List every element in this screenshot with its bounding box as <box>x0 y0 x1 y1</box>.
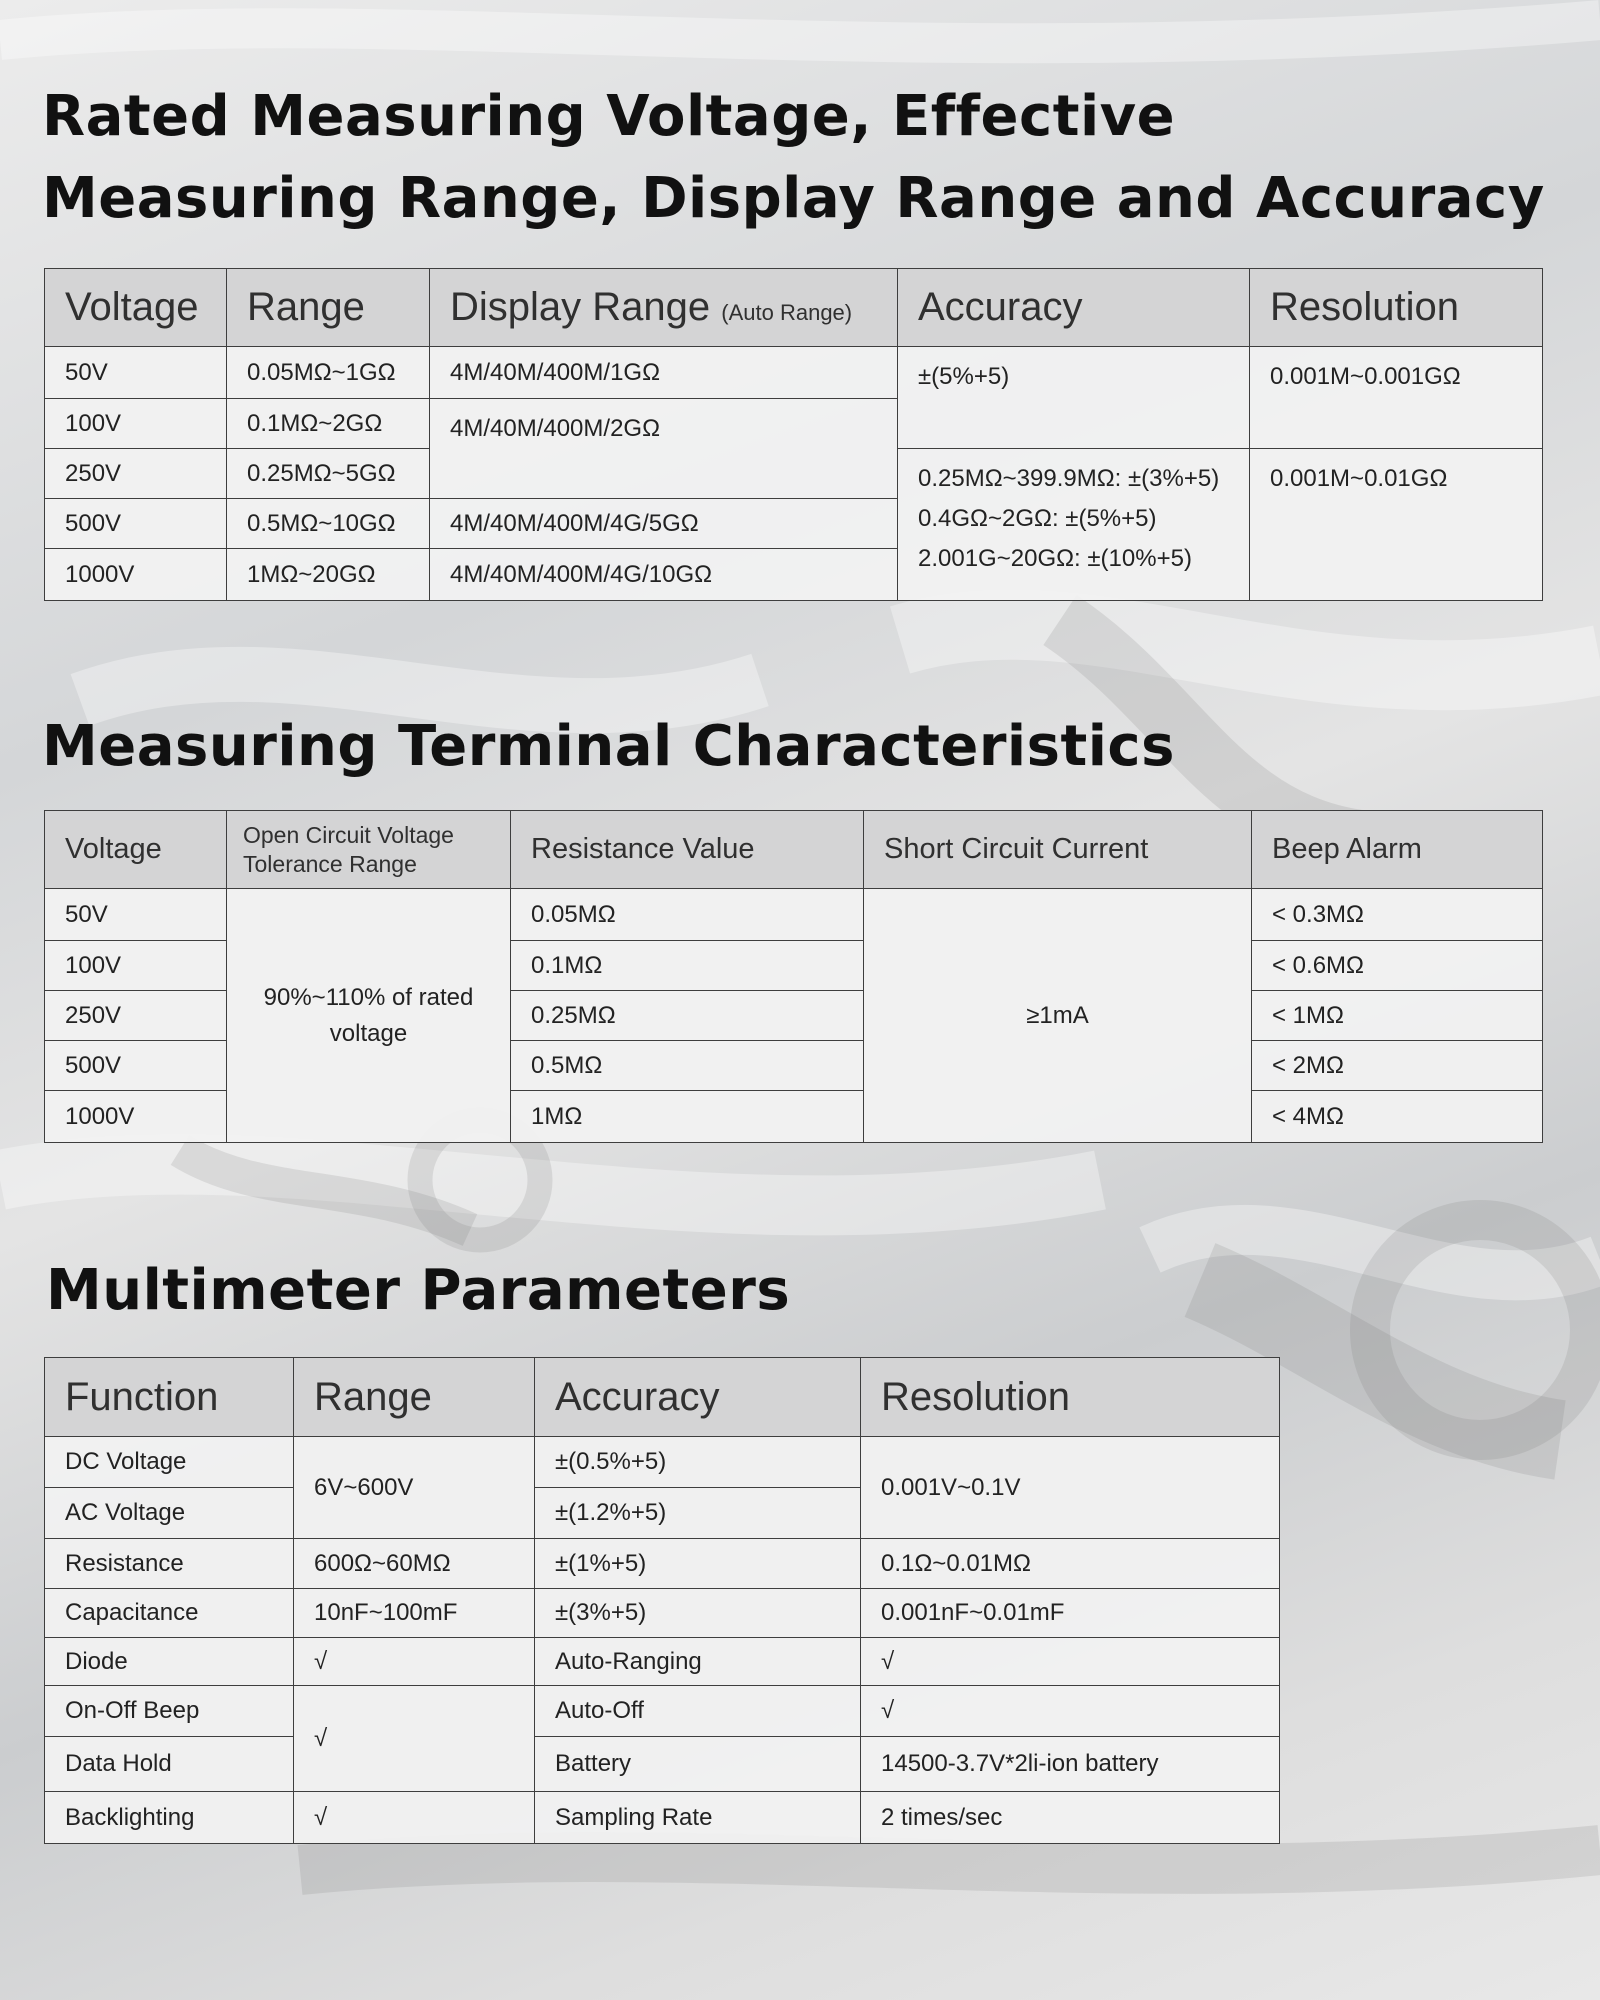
voltage-cell: 250V <box>45 991 227 1041</box>
resolution-cell: 0.001nF~0.01mF <box>861 1589 1280 1638</box>
range-check-mark: √ <box>294 1638 535 1686</box>
resistance-cell: 1MΩ <box>511 1091 864 1143</box>
function-cell: DC Voltage <box>45 1437 294 1488</box>
accuracy-cell: ±(0.5%+5) <box>535 1437 861 1488</box>
table-row <box>45 1638 1280 1686</box>
range-cell: 0.1MΩ~2GΩ <box>227 399 430 449</box>
header-display-range-label: Display Range <box>450 285 711 329</box>
voltage-range-table <box>44 268 1543 601</box>
voltage-cell: 250V <box>45 449 227 499</box>
function-cell: Capacitance <box>45 1589 294 1638</box>
function-cell: Data Hold <box>45 1737 294 1792</box>
multimeter-parameters-table <box>44 1357 1280 1844</box>
beep-cell: < 0.6MΩ <box>1252 941 1543 991</box>
header-tolerance: Open Circuit Voltage Tolerance Range <box>227 811 511 889</box>
accuracy-cell: Battery <box>535 1737 861 1792</box>
range-cell: 10nF~100mF <box>294 1589 535 1638</box>
voltage-cell: 500V <box>45 1041 227 1091</box>
section2-title: Measuring Terminal Characteristics <box>42 714 1175 779</box>
table-row <box>45 1539 1280 1589</box>
accuracy-line: 0.25MΩ~399.9MΩ: ±(3%+5) <box>918 465 1220 492</box>
table-row <box>45 1437 1280 1488</box>
voltage-cell: 1000V <box>45 1091 227 1143</box>
function-cell: Backlighting <box>45 1792 294 1844</box>
range-cell: 6V~600V <box>294 1437 535 1539</box>
resolution-cell: 2 times/sec <box>861 1792 1280 1844</box>
header-range: Range <box>227 269 430 347</box>
resistance-cell: 0.5MΩ <box>511 1041 864 1091</box>
resolution-cell: 0.001M~0.001GΩ <box>1250 347 1543 449</box>
range-cell: 600Ω~60MΩ <box>294 1539 535 1589</box>
header-accuracy: Accuracy <box>535 1358 861 1437</box>
voltage-cell: 500V <box>45 499 227 549</box>
accuracy-cell: Sampling Rate <box>535 1792 861 1844</box>
resolution-check-mark: √ <box>861 1638 1280 1686</box>
resolution-check-mark: √ <box>861 1686 1280 1737</box>
range-cell: 0.25MΩ~5GΩ <box>227 449 430 499</box>
beep-cell: < 0.3MΩ <box>1252 889 1543 941</box>
header-beep: Beep Alarm <box>1252 811 1543 889</box>
header-resistance: Resistance Value <box>511 811 864 889</box>
table-row <box>45 889 1543 941</box>
range-check-mark: √ <box>294 1686 535 1792</box>
table-row <box>45 1686 1280 1737</box>
display-range-cell: 4M/40M/400M/4G/5GΩ <box>430 499 898 549</box>
range-cell: 1MΩ~20GΩ <box>227 549 430 601</box>
accuracy-line: 0.4GΩ~2GΩ: ±(5%+5) <box>918 505 1157 532</box>
voltage-cell: 50V <box>45 889 227 941</box>
accuracy-line: 2.001G~20GΩ: ±(10%+5) <box>918 545 1192 572</box>
header-function: Function <box>45 1358 294 1437</box>
section3-title: Multimeter Parameters <box>46 1258 791 1323</box>
tolerance-cell: 90%~110% of rated voltage <box>227 889 511 1143</box>
terminal-characteristics-table <box>44 810 1543 1143</box>
header-accuracy: Accuracy <box>898 269 1250 347</box>
header-resolution: Resolution <box>861 1358 1280 1437</box>
accuracy-cell: Auto-Off <box>535 1686 861 1737</box>
table-row <box>45 347 1543 399</box>
beep-cell: < 2MΩ <box>1252 1041 1543 1091</box>
table-row <box>45 1792 1280 1844</box>
resistance-cell: 0.1MΩ <box>511 941 864 991</box>
header-range: Range <box>294 1358 535 1437</box>
display-range-cell: 4M/40M/400M/4G/10GΩ <box>430 549 898 601</box>
function-cell: AC Voltage <box>45 1488 294 1539</box>
accuracy-cell: ±(1.2%+5) <box>535 1488 861 1539</box>
resolution-cell: 14500-3.7V*2li-ion battery <box>861 1737 1280 1792</box>
header-voltage: Voltage <box>45 269 227 347</box>
header-voltage: Voltage <box>45 811 227 889</box>
section1-title-line2: Measuring Range, Display Range and Accuracy <box>42 166 1545 231</box>
accuracy-cell: ±(3%+5) <box>535 1589 861 1638</box>
accuracy-cell: Auto-Ranging <box>535 1638 861 1686</box>
section1-title <box>42 76 1545 240</box>
resistance-cell: 0.25MΩ <box>511 991 864 1041</box>
header-display-range-note: (Auto Range) <box>721 300 853 325</box>
table-header-row <box>45 811 1543 889</box>
voltage-cell: 1000V <box>45 549 227 601</box>
range-check-mark: √ <box>294 1792 535 1844</box>
accuracy-cell <box>898 449 1250 601</box>
resolution-cell: 0.001M~0.01GΩ <box>1250 449 1543 601</box>
accuracy-cell: ±(5%+5) <box>898 347 1250 449</box>
accuracy-cell: ±(1%+5) <box>535 1539 861 1589</box>
table-header-row <box>45 269 1543 347</box>
header-current: Short Circuit Current <box>864 811 1252 889</box>
header-resolution: Resolution <box>1250 269 1543 347</box>
range-cell: 0.05MΩ~1GΩ <box>227 347 430 399</box>
table-header-row <box>45 1358 1280 1437</box>
current-cell: ≥1mA <box>864 889 1252 1143</box>
section1-title-line1: Rated Measuring Voltage, Effective <box>42 84 1176 149</box>
resolution-cell: 0.1Ω~0.01MΩ <box>861 1539 1280 1589</box>
display-range-cell: 4M/40M/400M/1GΩ <box>430 347 898 399</box>
resistance-cell: 0.05MΩ <box>511 889 864 941</box>
voltage-cell: 100V <box>45 399 227 449</box>
range-cell: 0.5MΩ~10GΩ <box>227 499 430 549</box>
function-cell: Diode <box>45 1638 294 1686</box>
function-cell: Resistance <box>45 1539 294 1589</box>
table-row <box>45 1589 1280 1638</box>
beep-cell: < 1MΩ <box>1252 991 1543 1041</box>
function-cell: On-Off Beep <box>45 1686 294 1737</box>
voltage-cell: 50V <box>45 347 227 399</box>
beep-cell: < 4MΩ <box>1252 1091 1543 1143</box>
header-display-range <box>430 269 898 347</box>
table-row <box>45 1737 1280 1792</box>
voltage-cell: 100V <box>45 941 227 991</box>
resolution-cell: 0.001V~0.1V <box>861 1437 1280 1539</box>
display-range-cell: 4M/40M/400M/2GΩ <box>430 399 898 499</box>
